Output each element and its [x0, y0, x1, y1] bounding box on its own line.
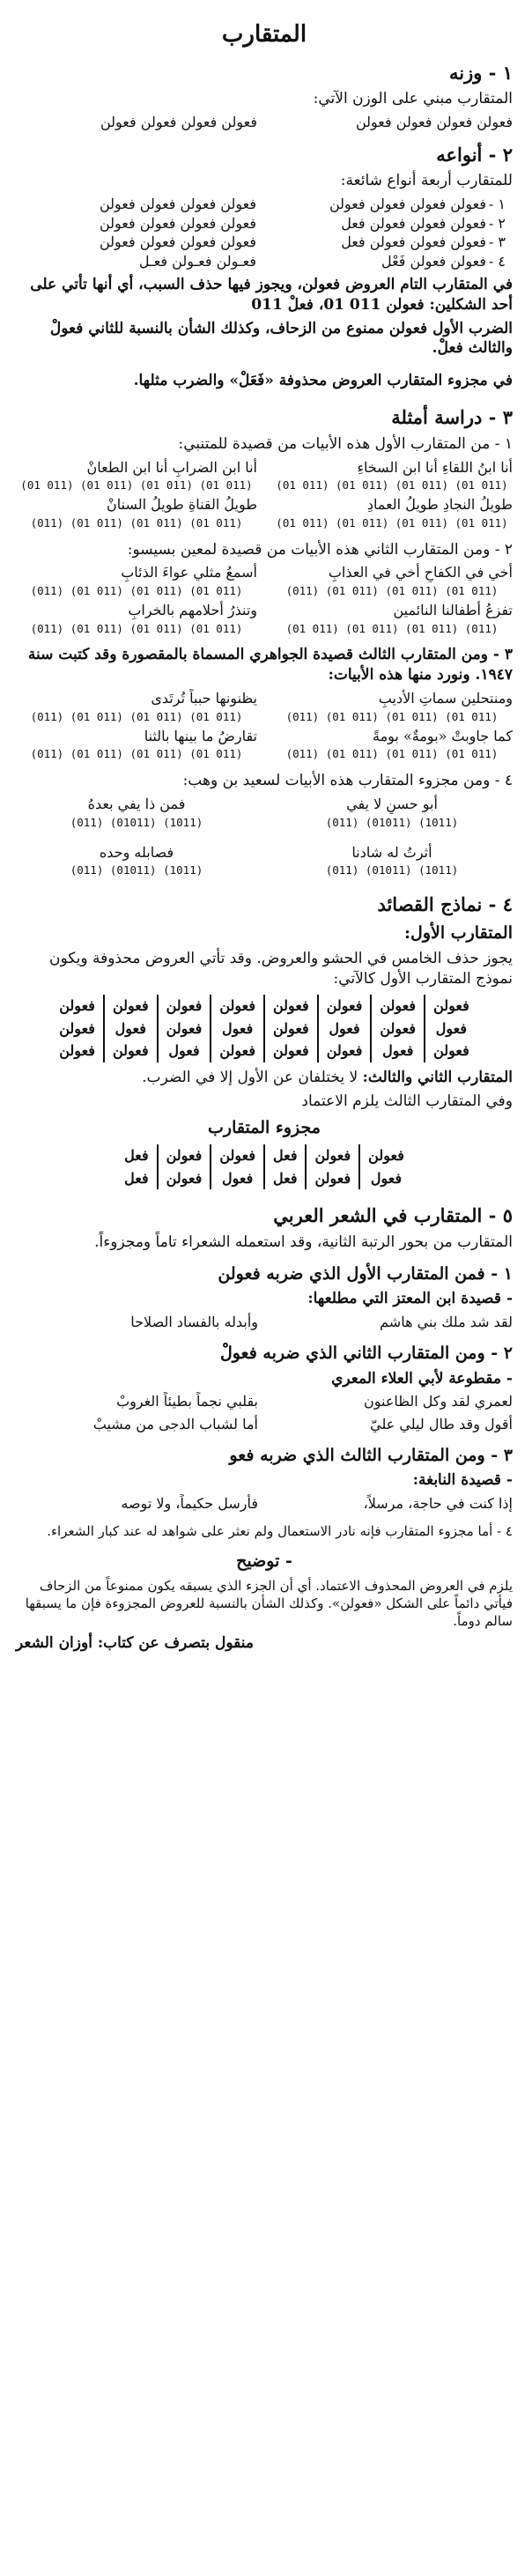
verse-line: [16, 843, 513, 862]
hemistich: فصابله وحده: [99, 843, 174, 861]
hemistich: فمن ذا يفي بعدهُ: [87, 796, 186, 813]
hemistich: بقلبي نجماً بطيئاً الغروبْ: [116, 1393, 258, 1410]
hemistich: أثرتُ له شادنا: [351, 843, 432, 861]
scansion: (011) (01 011) (01 011) (01 011): [30, 515, 243, 529]
scansion-line: [16, 478, 513, 493]
verse-line: [16, 689, 513, 708]
section-5-text: المتقارب من بحور الرتبة الثانية، وقد استعمله الشعراء تاماً ومجزوءاً.: [94, 1232, 513, 1251]
table-cell: فعولن: [264, 1040, 318, 1062]
table-cell: فعولن: [211, 1040, 264, 1062]
majzu-title: مجزوء المتقارب: [208, 1117, 321, 1137]
verse-line: [16, 1415, 513, 1434]
type-item-b: فعولن فعولن فعولن فعولن: [99, 214, 256, 232]
scansion: (011) (01 011) (01 011) (01 011): [285, 709, 499, 723]
table-cell: فعل: [264, 1144, 306, 1167]
table-cell: فعولن: [158, 1144, 211, 1167]
table-cell: فعولن: [211, 995, 264, 1018]
hemistich: تفزعُ أطفالنا النائمين: [393, 601, 513, 618]
clarification-heading: - توضيح: [236, 1551, 292, 1572]
table-cell: فعولن: [158, 1167, 211, 1190]
table-cell: فعول: [158, 1040, 211, 1062]
hemistich: طويلُ القناةِ طويلُ السنانْ: [107, 496, 257, 514]
scansion: (01 011) (01 011) (01 011) (01 011): [20, 478, 253, 492]
type-item: ٢ -فعولن فعولن فعولن فعل: [341, 214, 506, 232]
model-1-title: المتقارب الأول:: [404, 923, 513, 944]
table-cell: فعولن: [104, 1040, 158, 1062]
subsection-3-source: - قصيدة النابغة:: [412, 1471, 513, 1490]
verse-line: [16, 563, 513, 582]
type-item: ١ -فعولن فعولن فعولن فعولن: [329, 196, 506, 213]
hemistich: أنا ابنُ اللقاءِ أنا ابن السخاءِ: [357, 458, 513, 476]
hemistich: لعمري لقد وكل الظاعنون: [364, 1393, 513, 1410]
subsection-3-heading: ٣ - ومن المتقارب الثالث الذي ضربه فعو: [229, 1445, 513, 1465]
paragraph: الضرب الأول فعولن ممنوع من الزحاف، وكذلك الشأن بالنسبة للثاني فعولْ والثالث فعلْ.: [49, 319, 513, 358]
scansion-line: [16, 816, 513, 831]
section-3-heading: ٣ - دراسة أمثلة: [391, 406, 513, 429]
subsection-1-heading: ١ - فمن المتقارب الأول الذي ضربه فعولن: [218, 1263, 513, 1284]
hemistich: فأرسل حكيماً، ولا توصه: [121, 1495, 258, 1513]
table-row: [51, 995, 477, 1018]
model-2-3-title: المتقارب الثاني والثالث:: [362, 1068, 513, 1086]
type-item-b: فعولن فعولن فعولن فعولن: [99, 196, 256, 213]
scansion-line: [16, 710, 513, 725]
types-list: [23, 195, 506, 270]
example-1-intro: ١ - من المتقارب الأول هذه الأبيات من قصيدة للمتنبي:: [178, 434, 513, 453]
note-4: ٤ - أما مجزوء المتقارب فإنه نادر الاستعمال ولم نعثر على شواهد له عند كبار الشعراء.: [47, 1522, 513, 1539]
subsection-2-source: - مقطوعة لأبي العلاء المعري: [331, 1369, 513, 1388]
table-cell: فعول: [318, 1018, 372, 1040]
verse-line: [16, 1494, 513, 1514]
hemistich: طويلُ النجادِ طويلُ العمادِ: [366, 496, 513, 514]
table-cell: فعولن: [371, 1018, 425, 1040]
verse-line: [16, 795, 513, 814]
hemistich: أخي في الكفاحِ أخي في العذابِ: [328, 564, 513, 581]
table-cell: فعول: [359, 1167, 412, 1190]
document-page: [0, 19, 532, 2576]
scansion: (011) (01011) (1011): [325, 815, 459, 829]
table-cell: فعول: [211, 1018, 264, 1040]
model-2-3-note: [16, 1068, 513, 1088]
example-3-intro: ٣ - ومن المتقارب الثالث قصيدة الجواهري المسماة بالمقصورة وقد كتبت سنة ١٩٤٧. ونورد منها هذه الأبيات:: [27, 646, 513, 685]
table-cell: فعل: [124, 1147, 149, 1165]
table-cell: فعولن: [359, 1144, 412, 1167]
table-cell: فعول: [425, 1018, 477, 1040]
type-item: ٤ -فعولن فعولن فَعْل: [381, 253, 506, 270]
table-cell: فعولن: [425, 1040, 477, 1062]
table-cell: فعولن: [318, 1040, 372, 1062]
hemistich: أبو حسنٍ لا يفي: [346, 796, 438, 813]
example-4-intro: ٤ - ومن مجزوء المتقارب هذه الأبيات لسعيد بن وهب:: [182, 772, 513, 790]
type-item: ٣ -فعولن فعولن فعولن فعل: [341, 233, 506, 251]
paragraph: في المتقارب التام العروض فعولن، ويجوز فيها حذف السبب، أي أنها تأتي على أحد الشكلين: فعولن 011 01، فعلْ 011: [30, 275, 513, 314]
table-row: [116, 1144, 412, 1167]
table-cell: فعول: [211, 1167, 264, 1190]
scansion-line: [16, 747, 513, 762]
hemistich: تقارضُ ما بينها بالثنا: [144, 727, 257, 744]
table-row: [51, 1040, 477, 1062]
hemistich: أقول وقد طال ليلي عليّ: [370, 1416, 513, 1433]
table-cell: فعولن: [59, 996, 95, 1014]
source-credit: منقول بتصرف عن كتاب: أوزان الشعر: [16, 1634, 254, 1653]
table-cell: فعولن: [425, 995, 477, 1018]
hemistich: إذا كنت في حاجة، مرسلاً،: [363, 1495, 513, 1513]
meter-hemistich-a: فعولن فعولن فعولن فعولن: [355, 114, 513, 131]
table-cell: فعولن: [306, 1167, 359, 1190]
hemistich: أما لشباب الدجى من مشيبْ: [92, 1416, 258, 1433]
table-cell: فعولن: [306, 1144, 359, 1167]
scansion-line: [16, 863, 513, 878]
table-cell: فعولن: [59, 1019, 95, 1037]
table-row: [116, 1167, 412, 1190]
hemistich: لقد شد ملك بني هاشم: [380, 1314, 513, 1331]
table-row: [51, 1018, 477, 1040]
table-cell: فعول: [371, 1040, 425, 1062]
table-cell: فعولن: [158, 1018, 211, 1040]
verse-line: [16, 495, 513, 514]
meter-hemistich-b: فعولن فعولن فعولن فعولن: [100, 114, 257, 131]
table-cell: فعول: [104, 1018, 158, 1040]
section-2-intro: للمتقارب أربعة أنواع شائعة:: [340, 172, 513, 190]
verse-line: [16, 1313, 513, 1332]
paragraph: في مجزوء المتقارب العروض محذوفة «فَعَلْ» والضرب مثلها.: [133, 372, 513, 390]
verse-line: [16, 458, 513, 477]
verse-line: [16, 1392, 513, 1411]
scansion: (011) (01 011) (01 011) (01 011): [285, 747, 499, 761]
table-cell: فعولن: [158, 995, 211, 1018]
section-1-heading: ١ - وزنه: [448, 62, 513, 85]
scansion-line: [16, 622, 513, 637]
scansion: (011) (01 011) (01 011) (01 011): [30, 584, 243, 598]
section-5-heading: ٥ - المتقارب في الشعر العربي: [273, 1204, 513, 1227]
subsection-1-source: - قصيدة ابن المعتز التي مطلعها:: [307, 1290, 513, 1308]
scansion: (011) (01011) (1011): [70, 815, 203, 829]
table-cell: فعولن: [264, 1018, 318, 1040]
scansion: (011) (01011) (1011): [325, 863, 459, 877]
hemistich: يظنونها حبباً تُرتَدى: [151, 690, 257, 707]
verse-line: [16, 727, 513, 746]
scansion: (011) (01011) (1011): [70, 863, 203, 877]
scansion: (01 011) (01 011) (01 011) (01 011): [276, 478, 508, 492]
hemistich: أُسمعُ مثلي عواءَ الذئابِ: [121, 564, 257, 581]
hemistich: وتنذرُ أحلامهم بالخرابِ: [128, 601, 257, 618]
table-cell: فعولن: [264, 995, 318, 1018]
example-2-intro: ٢ - ومن المتقارب الثاني هذه الأبيات من قصيدة لمعين بسيسو:: [127, 540, 513, 559]
scansion-line: [16, 584, 513, 599]
subsection-2-heading: ٢ - ومن المتقارب الثاني الذي ضربه فعولْ: [219, 1343, 513, 1363]
table-cell: فعولن: [318, 995, 372, 1018]
table-cell: فعولن: [59, 1042, 95, 1060]
meter-line: [16, 113, 513, 132]
scansion: (01 011) (01 011) (01 011) (01 011): [276, 515, 508, 529]
table-cell: فعل: [124, 1169, 149, 1187]
model-1-text: يجوز حذف الخامس في الحشو والعروض. وقد تأتي العروض محذوفة ويكون نموذج المتقارب الأول كالآتي:: [49, 950, 513, 988]
type-item-b: فعـولن فعـولن فعـل: [138, 253, 256, 270]
scansion: (011) (01 011) (01 011) (01 011): [30, 747, 243, 761]
model-2-3-text: لا يختلفان عن الأول إلا في الضرب.: [142, 1068, 358, 1086]
scansion: (011) (01 011) (01 011) (01 011): [30, 621, 243, 635]
type-item-b: فعولن فعولن فعولن فعولن: [99, 233, 256, 251]
section-2-heading: ٢ - أنواعه: [436, 143, 513, 166]
hemistich: ومنتحلين سماتِ الأديبِ: [378, 690, 513, 707]
section-4-heading: ٤ - نماذج القصائد: [377, 893, 513, 916]
table-cell: فعولن: [371, 995, 425, 1018]
hemistich: أنا ابن الضرابِ أنا ابن الطعانْ: [86, 458, 257, 476]
scansion: (011) (01 011) (01 011) (01 011): [30, 709, 243, 723]
hemistich: وأبدله بالفساد الصلاحا: [130, 1314, 258, 1331]
scansion: (01 011) (01 011) (01 011) (011): [285, 621, 499, 635]
model-1-table: [51, 995, 477, 1062]
table-cell: فعل: [264, 1167, 306, 1190]
section-1-intro: المتقارب مبني على الوزن الآتي:: [313, 90, 513, 108]
model-3-note: وفي المتقارب الثالث يلزم الاعتماد: [301, 1092, 513, 1110]
scansion: (011) (01 011) (01 011) (01 011): [285, 584, 499, 598]
page-title: المتقارب: [221, 21, 307, 48]
hemistich: كما جاوبتْ «بومةٌ» بومةً: [373, 727, 513, 744]
majzu-table: [116, 1144, 412, 1189]
scansion-line: [16, 516, 513, 531]
table-cell: فعولن: [104, 995, 158, 1018]
table-cell: فعولن: [211, 1144, 264, 1167]
clarification-text: يلزم في العروض المحذوف الاعتماد. أي أن الجزء الذي يسبقه يكون ممنوعاً من الزحاف فيأتي دائماً على الشكل «فعولن». وكذلك الشأن بالنسبة للعروض المجزوءة فإن ما يسبقها سالم دوماً.: [25, 1577, 513, 1630]
verse-line: [16, 601, 513, 620]
